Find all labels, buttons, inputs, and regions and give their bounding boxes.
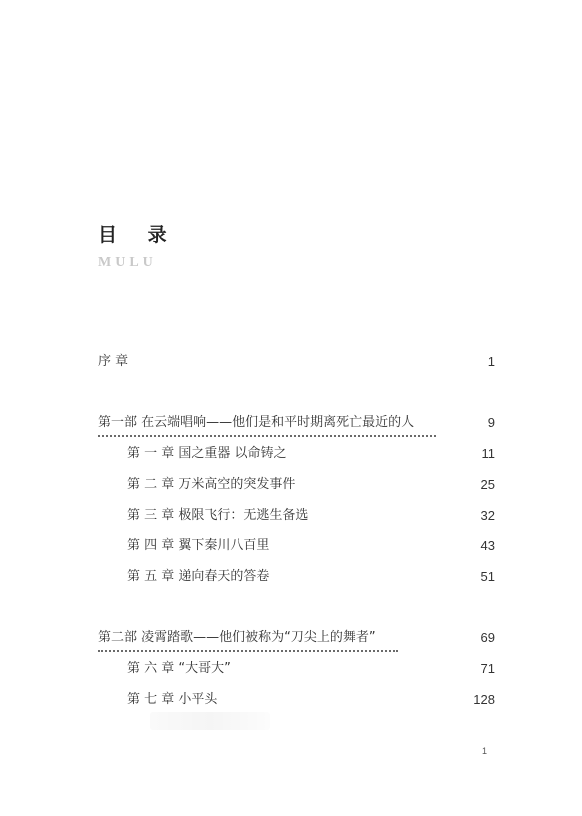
toc-entry-part-2[interactable]: [98, 627, 495, 649]
page-title: 目 录: [98, 224, 179, 246]
toc-entry-page: 51: [480, 569, 495, 584]
toc-entry-label: 第 二 章 万米高空的突发事件: [127, 477, 296, 492]
toc-entry-page: 32: [480, 508, 495, 523]
toc-entry-page: 25: [480, 477, 495, 492]
toc-entry-label: 第 三 章 极限飞行：无逃生备选: [127, 508, 309, 523]
toc-entry-part-1[interactable]: [98, 412, 495, 434]
page-number: 1: [482, 746, 488, 756]
part-underline: [98, 650, 398, 652]
toc-entry-chapter-7[interactable]: [127, 689, 495, 711]
toc-entry-chapter-5[interactable]: [127, 566, 495, 588]
toc-entry-label: 第 六 章 “大哥大”: [127, 661, 231, 676]
toc-entry-page: 43: [480, 538, 495, 553]
page-subtitle: MULU: [98, 255, 157, 270]
toc-entry-chapter-1[interactable]: [127, 443, 495, 465]
toc-entry-label: 第 一 章 国之重器 以命铸之: [127, 446, 287, 461]
toc-entry-label: 序 章: [98, 354, 129, 369]
faint-bleed-through: [150, 712, 270, 730]
toc-entry-label: 第一部 在云端唱响——他们是和平时期离死亡最近的人: [98, 415, 415, 430]
toc-entry-page: 1: [487, 354, 495, 369]
toc-entry-chapter-3[interactable]: [127, 505, 495, 527]
toc-entry-label: 第二部 凌霄踏歌——他们被称为“刀尖上的舞者”: [98, 630, 376, 645]
toc-entry-page: 11: [481, 446, 495, 461]
toc-entry-page: 128: [473, 692, 495, 707]
toc-entry-chapter-6[interactable]: [127, 658, 495, 680]
part-underline: [98, 435, 436, 437]
toc-entry-page: 9: [487, 415, 495, 430]
toc-entry-chapter-4[interactable]: [127, 535, 495, 557]
toc-entry-label: 第 五 章 递向春天的答卷: [127, 569, 270, 584]
toc-entry-label: 第 七 章 小平头: [127, 692, 218, 707]
toc-entry-chapter-2[interactable]: [127, 474, 495, 496]
toc-entry-label: 第 四 章 翼下秦川八百里: [127, 538, 270, 553]
toc-entry-preface[interactable]: [98, 351, 495, 373]
toc-entry-page: 71: [480, 661, 495, 676]
toc-entry-page: 69: [480, 630, 495, 645]
